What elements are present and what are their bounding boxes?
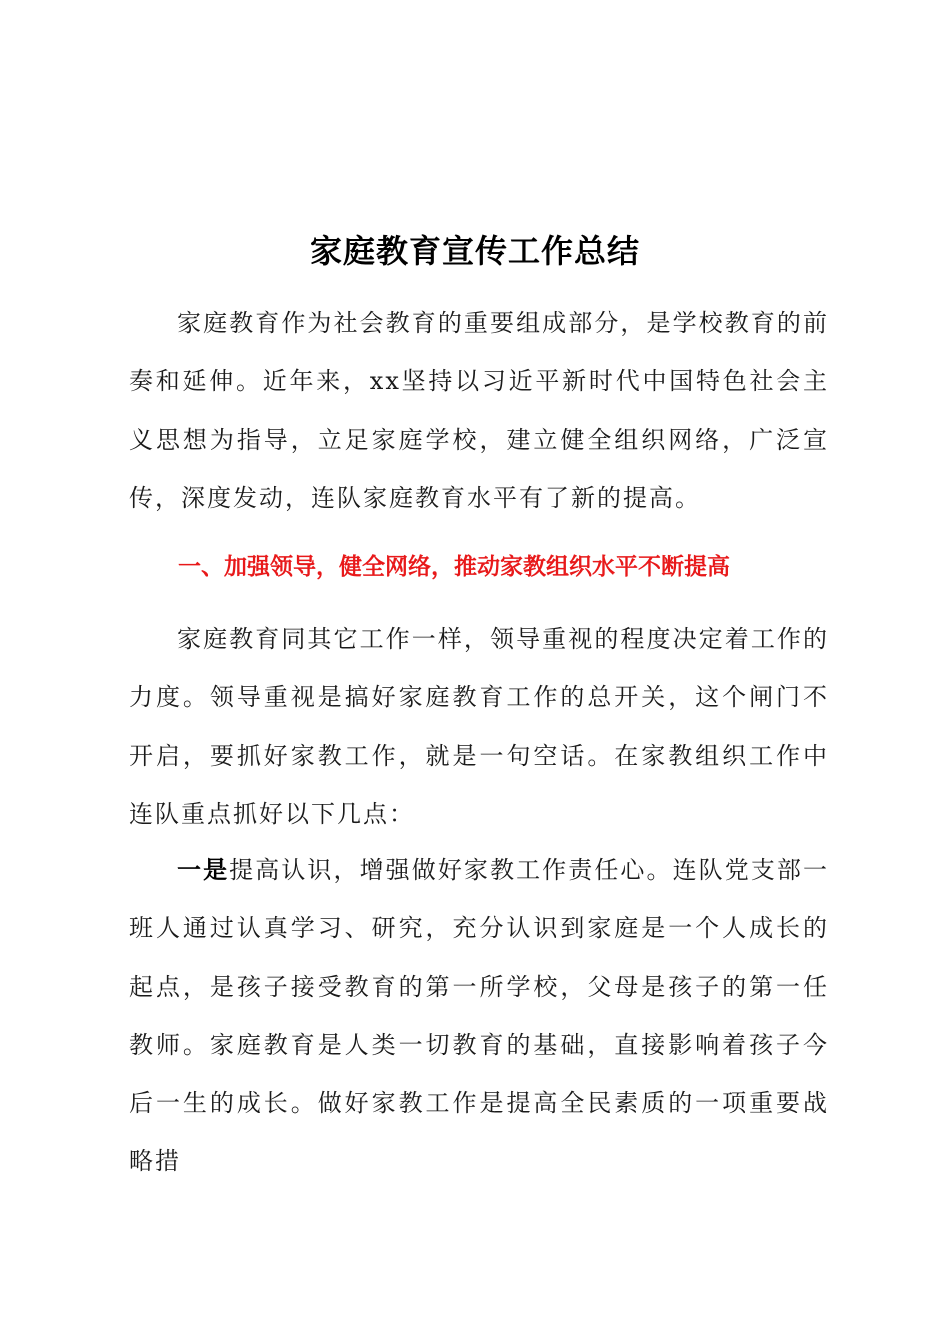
point1-lead: 一是	[177, 855, 230, 884]
section-heading-1: 一、加强领导，健全网络，推动家教组织水平不断提高	[178, 554, 730, 580]
point1-paragraph	[129, 841, 829, 1191]
section1-paragraph: 家庭教育同其它工作一样，领导重视的程度决定着工作的力度。领导重视是搞好家庭教育工作的总开关，这个闸门不开启，要抓好家教工作，就是一句空话。在家教组织工作中连队重点抓好以下几点：	[129, 625, 829, 828]
document-title: 家庭教育宣传工作总结	[309, 232, 640, 271]
intro-paragraph: 家庭教育作为社会教育的重要组成部分，是学校教育的前奏和延伸。近年来，xx坚持以习近平新时代中国特色社会主义思想为指导，立足家庭学校，建立健全组织网络，广泛宣传，深度发动，连队家庭教育水平有了新的提高。	[129, 309, 829, 512]
point1-text: 提高认识，增强做好家教工作责任心。连队党支部一班人通过认真学习、研究，充分认识到家庭是一个人成长的起点，是孩子接受教育的第一所学校，父母是孩子的第一任教师。家庭教育是人类一切教育的基础，直接影响着孩子今后一生的成长。做好家教工作是提高全民素质的一项重要战略措	[129, 856, 830, 1176]
